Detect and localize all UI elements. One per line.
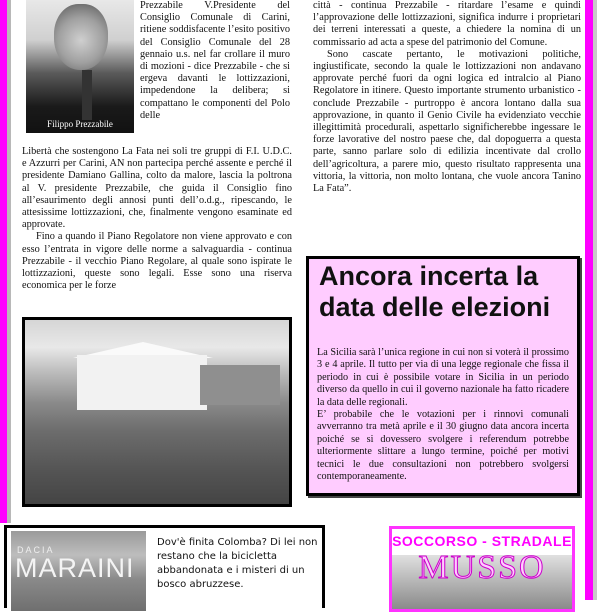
article-right-paragraph-1: città - continua Prezzabile - ritardare l’esame e quindi l’approvazione delle lottizzazioni, significa indurre i proprietari dei terreni interessati a queste, a chiedere la nomina di un commissario ad acta a spese del patrimonio del Comune. (313, 0, 581, 48)
election-paragraph-2: E’ probabile che le votazioni per i rinnovi comunali avverranno tra metà aprile e il 30 giugno data ancora incerta poiché se si dovessero svolgere i referendum potrebbe ulteriormente slittare a lungo termine, poiché per motivi tecnici le due consultazioni non potrebbero svolgersi contemporaneamente. (317, 409, 569, 483)
right-magenta-border (585, 0, 593, 600)
election-headline: Ancora incerta la data delle elezioni (319, 261, 551, 322)
article-right-paragraph-2: Sono cascate pertanto, le motivazioni politiche, ingiustificate, secondo la quale le lottizzazioni non andavano approvate perché fuori da ogni logica ed intralcio al Piano Regolatore in itinere. Questo importante strumento urbanistico - conclude Prezzabile - purtroppo è ancora lontano dalla sua approvazione, in quanto il Genio Civile ha evidenziato vecchie illegittimità procedurali, aspettarlo significherebbe ingessare le forze lavorative del nostro paese che, dal dopoguerra a questa parte, sanno parlare solo di edilizia incentivate dal crollo dell’agricoltura, a parere mio, questo risultato rappresenta una vittoria, la vittoria, non molto lontana, che vuole ancora Tanino La Fata”. (313, 48, 581, 195)
book-author-last-name: MARAINI (15, 553, 135, 583)
article-left-continuation: Libertà che sostengono La Fata nei soli tre gruppi di F.I. U.D.C. e Azzurri per Carini, AN non partecipa perché assente e perché il presidente Damiano Gallina, colto da malore, lascia la poltrona al V. presidente Prezzabile, che guida il Consiglio fino all’esaurimento degli annosi punti dell’o.d.g., ripescando, le attesissime lottizzazioni, che, finalmente vengono esaminate ed approvate. (22, 146, 292, 231)
right-border-shadow (593, 0, 597, 600)
ad-company-name: MUSSO (418, 549, 546, 586)
election-news-box (306, 256, 580, 496)
article-left-paragraph-2: Fino a quando il Piano Regolatore non viene approvato e con esso l’entrata in vigore delle norme a salvaguardia - continua Prezzabile - il vecchio Piano Regolare, al quale sono ispirate le lottizzazioni, queste sono legali. Esse sono una riserva economica per le forze (22, 231, 292, 292)
roadside-assistance-ad[interactable] (389, 526, 575, 612)
portrait-photo (26, 0, 134, 133)
house-shape (77, 355, 207, 410)
portrait-caption: Filippo Prezzabile (47, 119, 113, 129)
book-cover-image (11, 531, 146, 611)
background-house-shape (200, 365, 280, 405)
ad-title: SOCCORSO - STRADALE (392, 533, 572, 549)
book-blurb: Dov'è finita Colomba? Di lei non restano che la bicicletta abbandonata e i misteri di un bosco abruzzese. (157, 537, 318, 590)
landscape-photo (22, 317, 292, 507)
book-author-first-name: DACIA (17, 545, 55, 555)
article-left-wide-column (22, 146, 292, 292)
election-body (317, 347, 569, 483)
portrait-head-shape (54, 4, 108, 70)
article-left-top-paragraph: Prezzabile V.Presidente del Consiglio Comunale di Carini, ritiene soddisfacente l’esito positivo del Consiglio Comunale del 28 gennaio u.s. nel far crollare il muro di mozioni - dice Prezzabile - che si ergeva davanti le lottizzazioni, impedendone la delibera; si compattano le componenti del Polo delle (140, 0, 290, 121)
article-left-top-column (140, 0, 290, 122)
article-right-column (313, 0, 581, 195)
book-promo-box[interactable] (4, 525, 325, 608)
election-paragraph-1: La Sicilia sarà l’unica regione in cui non si voterà il prossimo 3 e 4 aprile. Il tutto per via di una legge regionale che fissa il periodo in cui è possibile votare in Sicilia in un periodo diverso da quello in cui il governo nazionale ha fatto ricadere la data delle regionali. (317, 347, 569, 408)
portrait-tie-shape (82, 70, 92, 120)
left-magenta-border (0, 0, 7, 523)
left-border-shadow (7, 0, 11, 523)
